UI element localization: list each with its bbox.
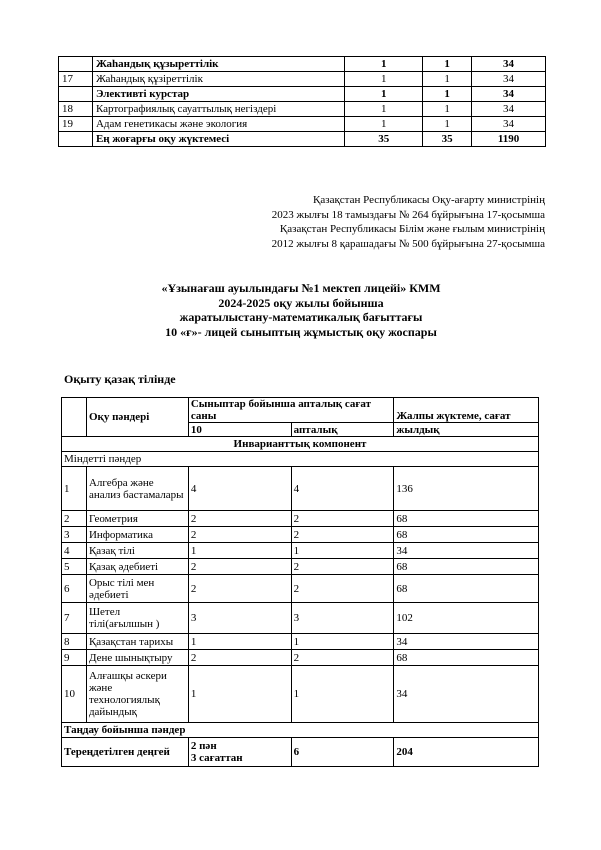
row-number: 18	[59, 102, 93, 117]
grade10-hours: 2	[188, 527, 291, 543]
top-load-table	[58, 56, 546, 147]
header-num-cell	[62, 398, 87, 437]
grade10-hours: 35	[345, 132, 423, 147]
subject-row	[62, 666, 539, 723]
subject-name: Қазақстан тарихы	[86, 634, 188, 650]
yearly-hours: 68	[394, 511, 539, 527]
subject-name: Орыс тілі мен әдебиеті	[86, 575, 188, 603]
approval-line: Қазақстан Республикасы Білім және ғылым министрінің	[279, 223, 545, 235]
top-table-row	[59, 117, 546, 132]
grade10-hours: 1	[188, 666, 291, 723]
advanced-row	[62, 738, 539, 767]
subject-row	[62, 634, 539, 650]
weekly-hours: 1	[291, 634, 394, 650]
row-number: 9	[62, 650, 87, 666]
invariant-row	[62, 437, 539, 452]
subject-name: Жаһандық құзіреттілік	[92, 72, 344, 87]
grade10-hours: 2	[188, 650, 291, 666]
title-line: 10 «ғ»- лицей сыныптың жұмыстық оқу жоспары	[165, 324, 437, 339]
top-table-row	[59, 132, 546, 147]
yearly-hours: 68	[394, 527, 539, 543]
title-line: «Ұзынағаш ауылындағы №1 мектеп лицейі» КММ	[161, 281, 441, 295]
weekly-hours: 35	[423, 132, 472, 147]
weekly-hours: 1	[423, 57, 472, 72]
row-number: 7	[62, 603, 87, 634]
advanced-subject-count: 2 пән	[190, 740, 217, 752]
subject-name: Информатика	[86, 527, 188, 543]
header-row	[62, 398, 539, 423]
weekly-hours: 2	[291, 527, 394, 543]
subject-name: Қазақ әдебиеті	[86, 559, 188, 575]
row-number	[59, 132, 93, 147]
subject-name: Элективті курстар	[92, 87, 344, 102]
subject-row	[62, 467, 539, 511]
weekly-hours: 1	[423, 102, 472, 117]
advanced-grade10	[188, 738, 291, 767]
yearly-hours: 34	[394, 666, 539, 723]
row-number: 5	[62, 559, 87, 575]
subject-name: Адам генетикасы және экология	[92, 117, 344, 132]
grade10-hours: 2	[188, 559, 291, 575]
header-weekly-col: апталық	[291, 423, 394, 437]
weekly-hours: 3	[291, 603, 394, 634]
top-table-row	[59, 72, 546, 87]
top-table-row	[59, 57, 546, 72]
subject-name: Шетел тілі(ағылшын )	[86, 603, 188, 634]
top-table-body	[59, 57, 546, 147]
weekly-hours: 1	[291, 543, 394, 559]
subject-row	[62, 559, 539, 575]
elective-heading: Таңдау бойынша пәндер	[62, 723, 539, 738]
yearly-hours: 34	[472, 102, 546, 117]
grade10-hours: 2	[188, 575, 291, 603]
row-number: 6	[62, 575, 87, 603]
header-yearly-col: жылдық	[394, 423, 539, 437]
top-table-row	[59, 102, 546, 117]
advanced-hours-each: 3 сағаттан	[190, 752, 243, 764]
approval-line: Қазақстан Республикасы Оқу-ағарту министрінің	[313, 194, 545, 206]
mandatory-row	[62, 452, 539, 467]
row-number	[59, 87, 93, 102]
yearly-hours: 34	[394, 634, 539, 650]
weekly-hours: 1	[423, 87, 472, 102]
row-number: 17	[59, 72, 93, 87]
grade10-hours: 1	[188, 543, 291, 559]
grade10-hours: 1	[345, 117, 423, 132]
header-weekly: Сыныптар бойынша апталық сағат саны	[188, 398, 394, 423]
subject-name: Жаһандық құзыреттілік	[92, 57, 344, 72]
subject-row	[62, 543, 539, 559]
approval-line: 2023 жылғы 18 тамыздағы № 264 бұйрығына 17-қосымша	[271, 208, 545, 221]
subject-row	[62, 603, 539, 634]
advanced-yearly: 204	[394, 738, 539, 767]
subject-name: Алғашқы әскери және технологиялық дайындық	[86, 666, 188, 723]
yearly-hours: 34	[394, 543, 539, 559]
row-number	[59, 57, 93, 72]
language-label: Оқыту қазақ тілінде	[64, 372, 176, 386]
weekly-hours: 1	[423, 72, 472, 87]
approval-note	[272, 193, 545, 251]
grade10-hours: 2	[188, 511, 291, 527]
subject-name: Дене шынықтыру	[86, 650, 188, 666]
subject-row	[62, 527, 539, 543]
weekly-hours: 2	[291, 559, 394, 575]
yearly-hours: 136	[394, 467, 539, 511]
subject-name: Геометрия	[86, 511, 188, 527]
title-line: 2024-2025 оқу жылы бойынша	[218, 295, 384, 310]
row-number: 3	[62, 527, 87, 543]
weekly-hours: 4	[291, 467, 394, 511]
yearly-hours: 34	[472, 72, 546, 87]
header-total: Жалпы жүктеме, сағат	[394, 398, 539, 423]
elective-row	[62, 723, 539, 738]
subject-name: Қазақ тілі	[86, 543, 188, 559]
advanced-weekly: 6	[291, 738, 394, 767]
grade10-hours: 3	[188, 603, 291, 634]
invariant-heading: Инварианттық компонент	[62, 437, 539, 452]
grade10-hours: 1	[345, 72, 423, 87]
weekly-hours: 2	[291, 511, 394, 527]
yearly-hours: 68	[394, 650, 539, 666]
header-grade10: 10	[188, 423, 291, 437]
subject-name: Алгебра және анализ бастамалары	[86, 467, 188, 511]
row-number: 2	[62, 511, 87, 527]
title-line: жаратылыстану-математикалық бағыттағы	[179, 310, 423, 324]
row-number: 8	[62, 634, 87, 650]
subject-name: Картографиялық сауаттылық негіздері	[92, 102, 344, 117]
grade10-hours: 1	[345, 57, 423, 72]
subject-row	[62, 575, 539, 603]
top-table-row	[59, 87, 546, 102]
weekly-hours: 1	[423, 117, 472, 132]
yearly-hours: 34	[472, 117, 546, 132]
subject-name: Ең жоғарғы оқу жүктемесі	[92, 132, 344, 147]
row-number: 4	[62, 543, 87, 559]
grade10-hours: 1	[188, 634, 291, 650]
weekly-hours: 2	[291, 650, 394, 666]
grade10-hours: 4	[188, 467, 291, 511]
document-title	[60, 281, 542, 339]
subject-row	[62, 650, 539, 666]
yearly-hours: 102	[394, 603, 539, 634]
advanced-level-name: Тереңдетілген деңгей	[62, 738, 189, 767]
subject-row	[62, 511, 539, 527]
mandatory-heading: Міндетті пәндер	[62, 452, 539, 467]
yearly-hours: 34	[472, 57, 546, 72]
row-number: 19	[59, 117, 93, 132]
grade10-hours: 1	[345, 102, 423, 117]
row-number: 10	[62, 666, 87, 723]
curriculum-table	[61, 397, 539, 767]
curriculum-table-body	[62, 398, 539, 767]
yearly-hours: 1190	[472, 132, 546, 147]
grade10-hours: 1	[345, 87, 423, 102]
weekly-hours: 1	[291, 666, 394, 723]
yearly-hours: 34	[472, 87, 546, 102]
approval-line: 2012 жылғы 8 қарашадағы № 500 бұйрығына 27-қосымша	[271, 237, 545, 250]
weekly-hours: 2	[291, 575, 394, 603]
header-subjects: Оқу пәндері	[86, 398, 188, 437]
yearly-hours: 68	[394, 559, 539, 575]
row-number: 1	[62, 467, 87, 511]
yearly-hours: 68	[394, 575, 539, 603]
